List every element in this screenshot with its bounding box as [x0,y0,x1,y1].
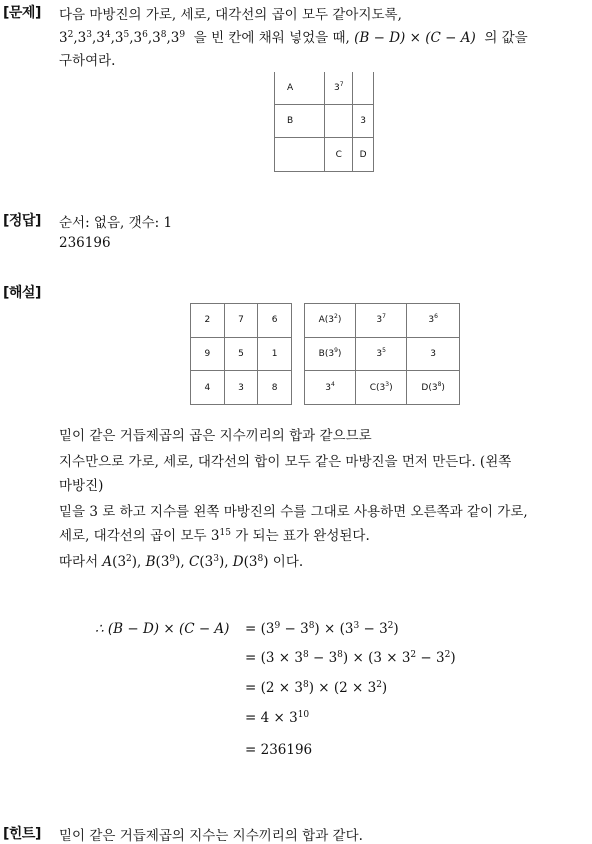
power-item: $3^3$, [77,30,97,46]
power-square-cell: $B(3^9)$ [305,337,356,371]
answer-line-1: 순서: 없음, 갯수: 1 [59,215,173,231]
power-square-cell: $A(3^2)$ [305,304,356,338]
power-item: $3^6$, [133,30,153,46]
problem-label: [문제] [3,5,41,21]
power-item: $3^8$, [152,30,171,46]
calc-step: = $4 \times 3^{10}$ [245,710,310,726]
problem-square-cell: D [353,138,374,172]
solution-para-6a: 따라서 [59,554,99,570]
exponent-square-cell: 7 [224,304,258,338]
calc-step: = $(3^9 - 3^8) \times (3^3 - 3^2)$ [245,621,399,637]
exponent-square-cell: 8 [258,371,292,405]
problem-square-cell: A [275,72,325,104]
problem-line-2 [59,26,528,46]
solution-para-5: 세로, 대각선의 곱이 모두 $3^{15}$ 가 되는 표가 완성된다. [59,528,370,544]
solution-value-item: $D(3^8)$ [232,554,269,570]
power-item: $3^4$, [96,30,115,46]
power-item: $3^2$, [59,30,78,46]
solution-label: [해설] [3,285,41,301]
exponent-square-cell: 5 [224,337,258,371]
problem-magic-square [274,72,374,172]
problem-line-2-mid: 을 빈 칸에 채워 넣었을 때, [193,30,350,46]
calc-lhs: ∴ (B − D) × (C − A) [95,621,230,637]
problem-square-cell: 3 [353,104,374,138]
power-item: $3^5$, [114,30,134,46]
power-square-cell: 3 [407,337,460,371]
calc-step: = $(2 \times 3^8) \times (2 \times 3^2)$ [245,680,388,696]
exponent-square-cell: 4 [191,371,225,405]
solution-power-square [304,303,460,405]
problem-expression: (B − D) × (C − A) [354,30,476,46]
solution-para-6b: 이다. [272,554,304,570]
solution-para-5a: 세로, 대각선의 곱이 모두 [59,528,207,544]
problem-square-cell: $3^7$ [325,72,353,104]
solution-para-6 [59,550,303,570]
powers-list [59,30,185,46]
answer-value: 236196 [59,235,111,251]
problem-square-cell: B [275,104,325,138]
power-square-cell: $3^5$ [356,337,407,371]
solution-value-item: $A(3^2)$, [102,554,146,570]
answer-label: [정답] [3,213,41,229]
power-square-cell: $3^7$ [356,304,407,338]
calc-step: = 236196 [245,742,313,758]
solution-value-item: $B(3^9)$, [145,554,189,570]
problem-line-2-end: 의 값을 [484,30,528,46]
problem-line-3: 구하여라. [59,53,116,69]
hint-text: 밑이 같은 거듭제곱의 지수는 지수끼리의 합과 같다. [59,828,363,844]
solution-value-item: $C(3^3)$, [189,554,233,570]
exponent-square-cell: 6 [258,304,292,338]
solution-para-3: 마방진) [59,478,104,494]
problem-square-cell [325,104,353,138]
exponent-square-cell: 9 [191,337,225,371]
solution-para-4: 밑을 3 로 하고 지수를 왼쪽 마방진의 수를 그대로 사용하면 오른쪽과 같이 가로, [59,504,528,520]
hint-label: [힌트] [3,826,41,842]
power-item: $3^9$ [170,30,186,46]
solution-exponent-square [190,303,292,405]
problem-square-cell: C [325,138,353,172]
power-square-cell: $3^6$ [407,304,460,338]
solution-para-5b: 가 되는 표가 완성된다. [235,528,370,544]
solution-para-2: 지수만으로 가로, 세로, 대각선의 합이 모두 같은 마방진을 먼저 만든다. (왼쪽 [59,454,512,470]
problem-line-1: 다음 마방진의 가로, 세로, 대각선의 곱이 모두 같아지도록, [59,7,402,23]
problem-square-cell [275,138,325,172]
solution-values-list [102,554,268,570]
power-square-cell: $3^4$ [305,371,356,405]
power-square-cell: $C(3^3)$ [356,371,407,405]
power-square-cell: $D(3^8)$ [407,371,460,405]
calc-step: = $(3 \times 3^8 - 3^8) \times (3 \times 3^2 - 3^2)$ [245,650,456,666]
solution-para-1: 밑이 같은 거듭제곱의 곱은 지수끼리의 합과 같으므로 [59,428,372,444]
exponent-square-cell: 3 [224,371,258,405]
exponent-square-cell: 1 [258,337,292,371]
problem-square-cell [353,72,374,104]
exponent-square-cell: 2 [191,304,225,338]
solution-product-exponent: 15 [219,528,231,538]
